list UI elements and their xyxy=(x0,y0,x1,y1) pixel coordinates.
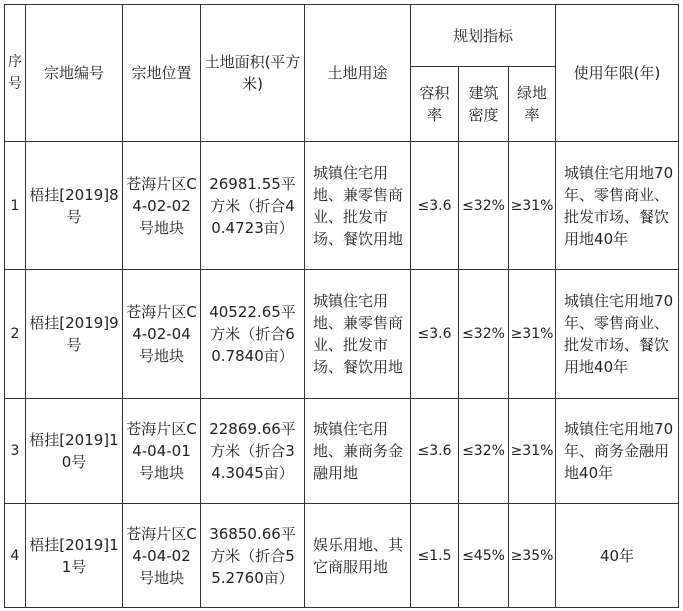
cell-green: ≥31% xyxy=(509,399,556,504)
cell-area: 26981.55平方米（折合40.4723亩） xyxy=(201,142,305,270)
cell-density: ≤32% xyxy=(459,399,509,504)
cell-term: 城镇住宅用地70年、零售商业、批发市场、餐饮用地40年 xyxy=(556,142,679,270)
header-area: 土地面积(平方米) xyxy=(201,5,305,142)
cell-far: ≤1.5 xyxy=(411,504,459,608)
cell-use: 城镇住宅用地、兼零售商业、批发市场、餐饮用地 xyxy=(305,142,411,270)
header-seq: 序号 xyxy=(5,5,26,142)
cell-use: 城镇住宅用地、兼零售商业、批发市场、餐饮用地 xyxy=(305,270,411,399)
cell-code: 梧挂[2019]8号 xyxy=(26,142,123,270)
cell-area: 36850.66平方米（折合55.2760亩） xyxy=(201,504,305,608)
header-location: 宗地位置 xyxy=(123,5,201,142)
cell-area: 40522.65平方米（折合60.7840亩） xyxy=(201,270,305,399)
cell-green: ≥35% xyxy=(509,504,556,608)
header-code: 宗地编号 xyxy=(26,5,123,142)
cell-location: 苍海片区C4-02-02号地块 xyxy=(123,142,201,270)
cell-term: 城镇住宅用地70年、零售商业、批发市场、餐饮用地40年 xyxy=(556,270,679,399)
cell-far: ≤3.6 xyxy=(411,270,459,399)
header-density: 建筑密度 xyxy=(459,67,509,142)
table-row xyxy=(5,504,679,608)
cell-location: 苍海片区C4-04-01号地块 xyxy=(123,399,201,504)
land-parcel-table xyxy=(4,4,679,608)
cell-seq: 3 xyxy=(5,399,26,504)
table-row xyxy=(5,270,679,399)
cell-term: 40年 xyxy=(556,504,679,608)
cell-term: 城镇住宅用地70年、商务金融用地40年 xyxy=(556,399,679,504)
header-use: 土地用途 xyxy=(305,5,411,142)
cell-density: ≤32% xyxy=(459,270,509,399)
cell-use: 娱乐用地、其它商服用地 xyxy=(305,504,411,608)
cell-area: 22869.66平方米（折合34.3045亩） xyxy=(201,399,305,504)
table-row xyxy=(5,399,679,504)
cell-code: 梧挂[2019]9号 xyxy=(26,270,123,399)
cell-density: ≤32% xyxy=(459,142,509,270)
cell-density: ≤45% xyxy=(459,504,509,608)
header-planning: 规划指标 xyxy=(411,5,556,67)
cell-code: 梧挂[2019]10号 xyxy=(26,399,123,504)
cell-location: 苍海片区C4-04-02号地块 xyxy=(123,504,201,608)
header-far: 容积率 xyxy=(411,67,459,142)
cell-code: 梧挂[2019]11号 xyxy=(26,504,123,608)
header-green: 绿地率 xyxy=(509,67,556,142)
table-row xyxy=(5,142,679,270)
cell-far: ≤3.6 xyxy=(411,142,459,270)
cell-green: ≥31% xyxy=(509,142,556,270)
cell-green: ≥31% xyxy=(509,270,556,399)
cell-use: 城镇住宅用地、兼商务金融用地 xyxy=(305,399,411,504)
header-term: 使用年限(年) xyxy=(556,5,679,142)
cell-seq: 4 xyxy=(5,504,26,608)
cell-location: 苍海片区C4-02-04号地块 xyxy=(123,270,201,399)
cell-seq: 1 xyxy=(5,142,26,270)
cell-seq: 2 xyxy=(5,270,26,399)
cell-far: ≤3.6 xyxy=(411,399,459,504)
